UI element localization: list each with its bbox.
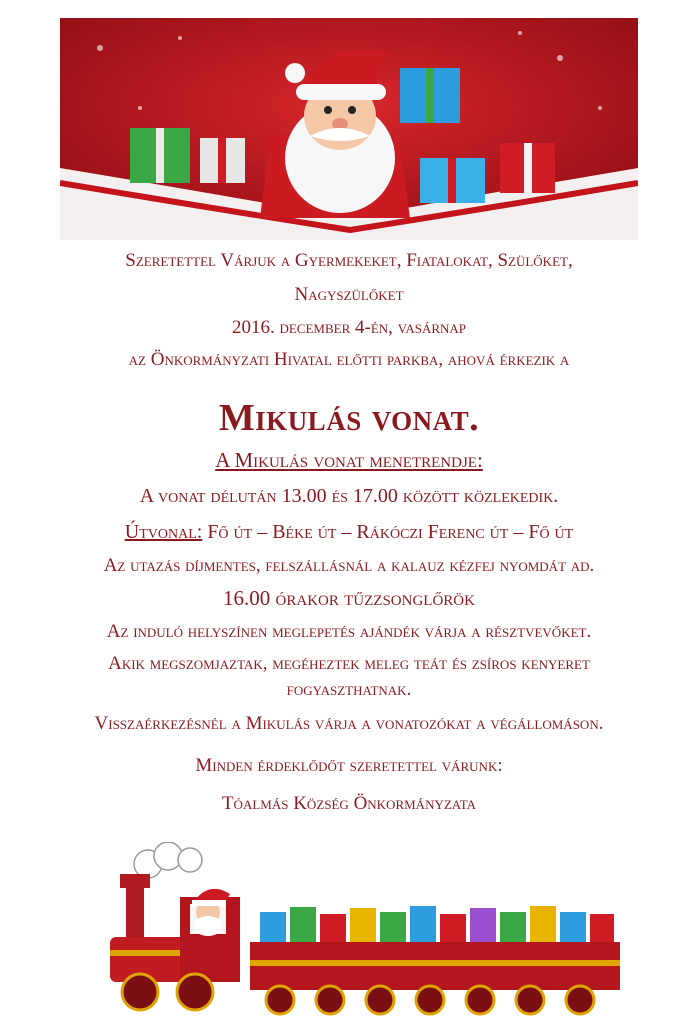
invitation-line-2: Nagyszülőket [294, 284, 404, 305]
return-note: Visszaérkezésnél a Mikulás várja a vonatozókat a végállomáson. [94, 713, 604, 734]
schedule-heading: A Mikulás vonat menetrendje: [215, 448, 483, 472]
free-ride-note: Az utazás díjmentes, felszállásnál a kalauz kézfej nyomdát ad. [103, 555, 595, 576]
fire-jugglers-note: 16.00 órakor tűzzsonglőrök [223, 586, 475, 610]
schedule-time: A vonat délután 13.00 és 17.00 között közlekedik. [139, 485, 559, 507]
surprise-gift-note: Az induló helyszínen meglepetés ajándék várja a résztvevőket. [106, 621, 592, 642]
schedule-route [0, 519, 698, 545]
santa-banner-image [60, 18, 638, 240]
santa-train-image [100, 842, 628, 1024]
event-date: 2016. december 4-én, vasárnap [231, 317, 467, 338]
invitation-line-1: Szeretettel Várjuk a Gyermekeket, Fiatalokat, Szülőket, [125, 250, 573, 271]
organizer-signature: Tóalmás Község Önkormányzata [221, 793, 477, 814]
closing-welcome: Minden érdeklődőt szeretettel várunk: [195, 755, 503, 776]
route-text: Fő út – Béke út – Rákóczi Ferenc út – Fő út [202, 521, 574, 543]
poster-title: Mikulás vonat. [218, 397, 480, 439]
event-location: az Önkormányzati Hivatal előtti parkba, ahová érkezik a [128, 349, 570, 370]
route-label: Útvonal: [124, 521, 203, 543]
food-note-line-2: fogyaszthatnak. [286, 679, 412, 700]
food-note-line-1: Akik megszomjaztak, megéheztek meleg teát és zsíros kenyeret [108, 653, 590, 674]
invitation-text [0, 240, 698, 817]
